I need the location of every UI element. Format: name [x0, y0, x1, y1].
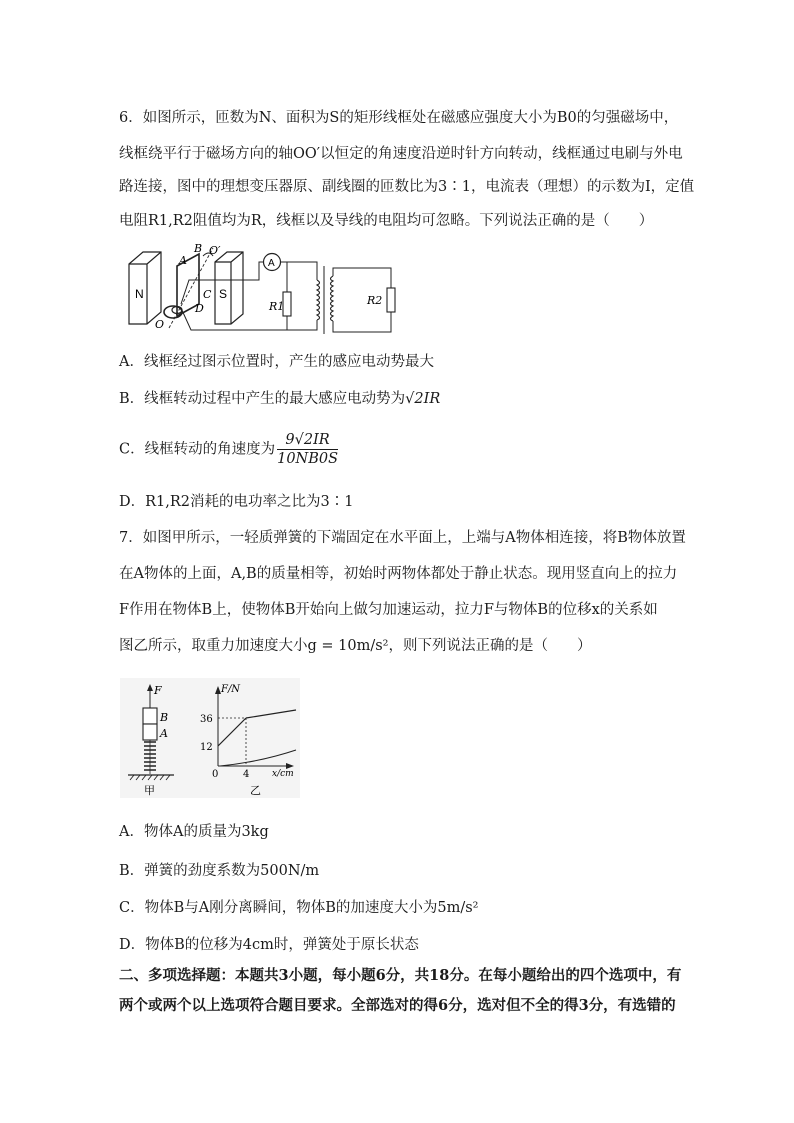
q6-option-c	[119, 431, 338, 468]
yi-ylabel: F/N	[221, 684, 241, 695]
q6-option-b-expression: √2IR	[405, 391, 441, 407]
magnet-n-label: N	[135, 287, 144, 301]
fraction-numerator: 9√2IR	[277, 431, 338, 450]
magnet-s-label: S	[219, 287, 228, 301]
jia-a-label: A	[160, 727, 168, 740]
q6-option-d: D．R1,R2消耗的电功率之比为3∶1	[119, 494, 354, 510]
q7-option-a: A．物体A的质量为3kg	[119, 824, 269, 840]
fraction-denominator: 10NB0S	[277, 451, 339, 467]
q7-option-d: D．物体B的位移为4cm时，弹簧处于原长状态	[119, 937, 419, 953]
q7-stem-line2: 在A物体的上面，A,B的质量相等，初始时两物体都处于静止状态。现用竖直向上的拉力	[119, 566, 678, 582]
yi-tick-4: 4	[243, 769, 250, 780]
yi-tick-36: 36	[200, 714, 213, 725]
q7-option-c: C．物体B与A刚分离瞬间，物体B的加速度大小为5m/s²	[119, 900, 479, 916]
yi-xlabel: x/cm	[272, 769, 294, 779]
q6-option-c-text: C．线框转动的角速度为	[119, 441, 276, 458]
q6-generator-figure	[121, 242, 410, 340]
q7-stem-line3: F作用在物体B上，使物体B开始向上做匀加速运动，拉力F与物体B的位移x的关系如	[119, 602, 658, 618]
q7-option-b: B．弹簧的劲度系数为500N/m	[119, 863, 320, 879]
jia-b-label: B	[160, 711, 169, 724]
coil-a-label: A	[179, 254, 187, 267]
r1-label: R1	[269, 300, 285, 313]
yi-tick-12: 12	[200, 742, 213, 753]
q7-spring-figure	[120, 678, 300, 798]
yi-origin: 0	[212, 769, 219, 780]
jia-caption: 甲	[144, 784, 155, 797]
axis-o-label: O	[155, 318, 165, 331]
q6-option-b-text: B．线框转动过程中产生的最大感应电动势为	[119, 391, 406, 407]
r2-label: R2	[367, 294, 383, 307]
section2-heading-line1: 二、多项选择题：本题共3小题，每小题6分，共18分。在每小题给出的四个选项中，有	[119, 967, 682, 984]
section2-heading-line2: 两个或两个以上选项符合题目要求。全部选对的得6分，选对但不全的得3分，有选错的	[119, 997, 676, 1014]
yi-caption: 乙	[250, 784, 261, 797]
q6-stem-line1: 6．如图所示，匝数为N、面积为S的矩形线框处在磁感应强度大小为B0的匀强磁场中，	[119, 110, 679, 126]
q6-stem-line4: 电阻R1,R2阻值均为R，线框以及导线的电阻均可忽略。下列说法正确的是（ ）	[119, 213, 654, 229]
q6-option-b	[119, 389, 440, 409]
q6-stem-line2: 线框绕平行于磁场方向的轴OO′以恒定的角速度沿逆时针方向转动，线框通过电刷与外电	[119, 146, 683, 162]
jia-f-label: F	[154, 684, 162, 697]
axis-o-prime-label: O′	[209, 244, 221, 257]
coil-c-label: C	[203, 288, 212, 301]
q7-stem-line4: 图乙所示，取重力加速度大小g = 10m/s²，则下列说法正确的是（ ）	[119, 638, 592, 654]
q6-option-a: A．线框经过图示位置时，产生的感应电动势最大	[119, 354, 434, 370]
q6-option-c-fraction	[277, 431, 338, 468]
coil-b-label: B	[194, 242, 203, 255]
ammeter-label: A	[268, 258, 275, 269]
coil-d-label: D	[195, 302, 204, 315]
q6-stem-line3: 路连接，图中的理想变压器原、副线圈的匝数比为3∶1，电流表（理想）的示数为I，定值	[119, 179, 695, 195]
q7-stem-line1: 7．如图甲所示，一轻质弹簧的下端固定在水平面上，上端与A物体相连接，将B物体放置	[119, 530, 686, 546]
